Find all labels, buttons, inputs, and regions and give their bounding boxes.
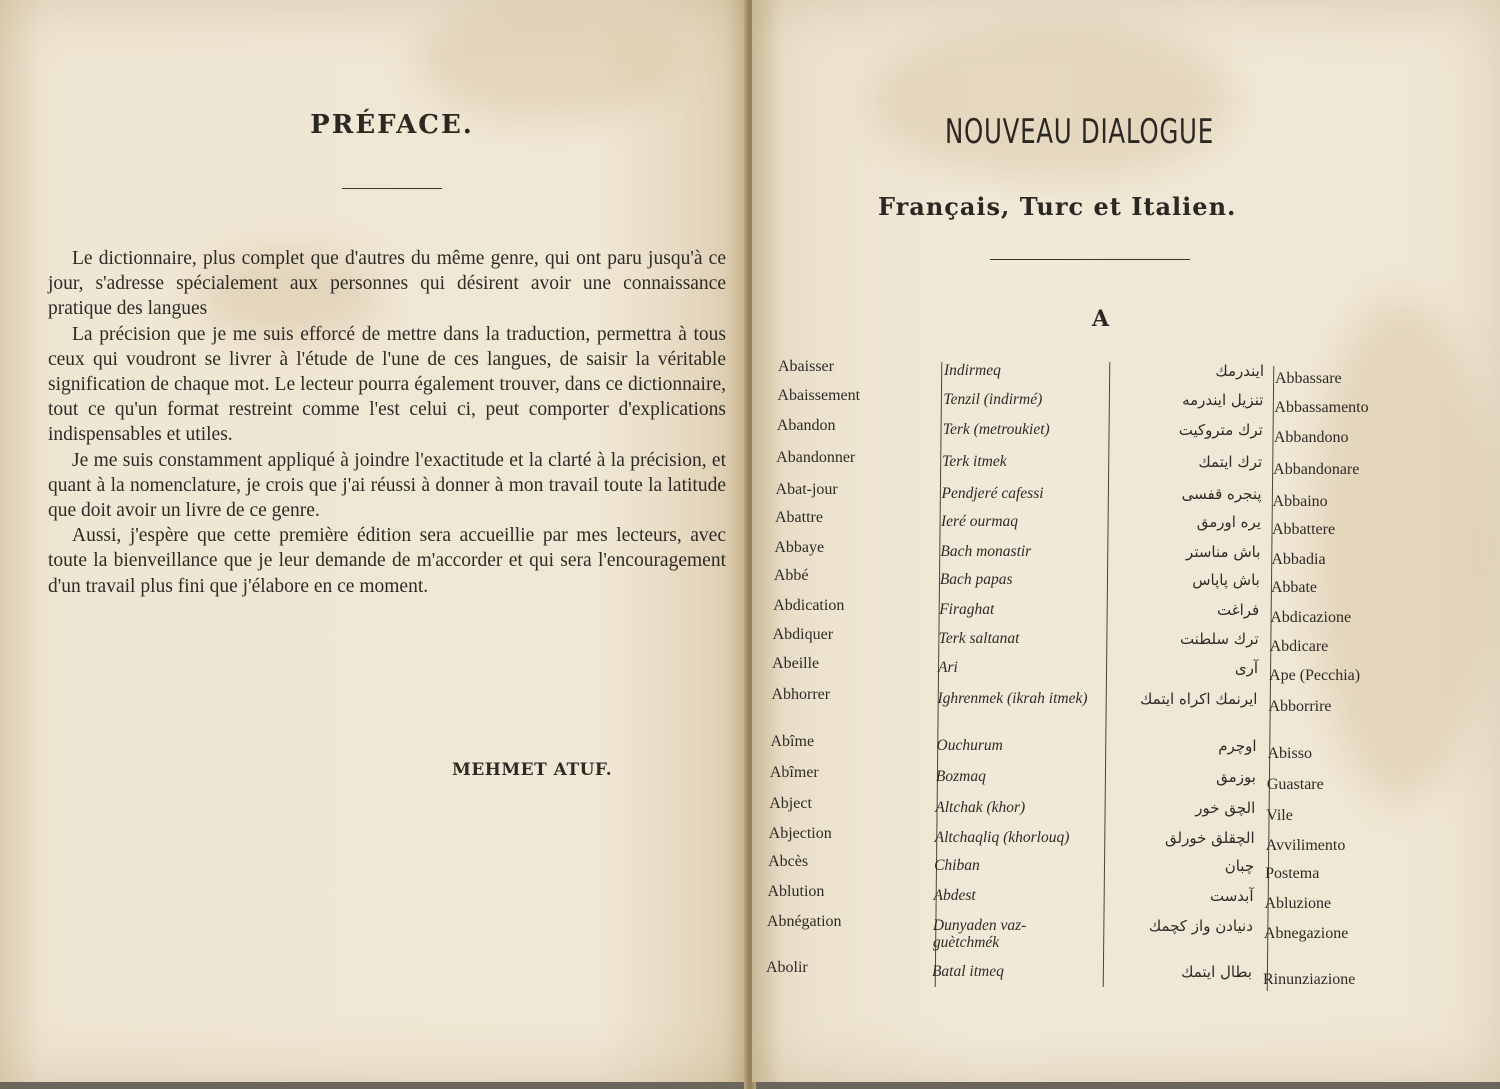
ottoman-turkish-script: پنجره قفسی (1181, 485, 1262, 503)
turkish-transliteration: Ighrenmek (ikrah itmek) (937, 690, 1088, 707)
french-word: Abjection (768, 825, 832, 842)
italian-word: Rinunziazione (1262, 971, 1356, 988)
section-letter: A (1092, 306, 1110, 332)
paper-stain (420, 0, 680, 120)
ottoman-turkish-script: بطال ایتمك (1181, 963, 1252, 981)
turkish-transliteration: Ari (938, 659, 958, 676)
ottoman-turkish-script: یره اورمق (1196, 513, 1261, 531)
french-word: Abandonner (776, 449, 856, 466)
turkish-transliteration: Terk (metroukiet) (942, 421, 1050, 438)
ottoman-turkish-script: ایندرمك (1215, 362, 1264, 380)
italian-word: Abdicazione (1270, 609, 1352, 626)
turkish-transliteration: Bach monastir (940, 543, 1032, 560)
italian-word: Abluzione (1264, 895, 1332, 912)
italian-word: Abdicare (1269, 638, 1329, 655)
ottoman-turkish-script: اوچرم (1218, 737, 1257, 755)
turkish-transliteration: Ouchurum (936, 737, 1003, 754)
italian-word: Abbassare (1275, 370, 1342, 387)
preface-body (48, 246, 726, 599)
french-word: Ablution (767, 883, 825, 900)
french-word: Abat-jour (775, 481, 838, 498)
turkish-transliteration: Altchak (khor) (935, 799, 1026, 816)
ottoman-turkish-script: چبان (1224, 857, 1255, 875)
ottoman-turkish-script: ترك متروكیت (1178, 421, 1263, 439)
turkish-transliteration: Pendjeré cafessi (941, 485, 1044, 502)
french-word: Abdication (773, 597, 845, 614)
french-word: Abnégation (766, 913, 842, 930)
ottoman-turkish-script: الچق خور (1195, 799, 1256, 817)
turkish-transliteration: Batal itmeq (931, 963, 1004, 980)
turkish-transliteration: Bozmaq (935, 768, 986, 785)
italian-word: Abborrire (1268, 698, 1332, 715)
italian-word: Abbandonare (1273, 461, 1360, 478)
ottoman-turkish-script: باش مناستر (1186, 543, 1261, 561)
italian-word: Abnegazione (1263, 925, 1349, 942)
left-page (0, 0, 748, 1082)
turkish-transliteration: Bach papas (939, 571, 1013, 588)
turkish-transliteration: Indirmeq (944, 362, 1001, 379)
italian-word: Guastare (1266, 776, 1324, 793)
ottoman-turkish-script: دنیادن واز كچمك (1148, 917, 1253, 935)
ottoman-turkish-script: ترك ایتمك (1198, 453, 1263, 471)
turkish-transliteration: Terk itmek (942, 453, 1007, 470)
italian-word: Ape (Pecchia) (1269, 667, 1361, 684)
french-word: Abolir (765, 959, 808, 976)
turkish-transliteration: Chiban (934, 857, 980, 874)
turkish-transliteration: Altchaqliq (khorlouq) (934, 829, 1070, 846)
ottoman-turkish-script: ترك سلطنت (1179, 630, 1259, 648)
turkish-transliteration: Abdest (933, 887, 976, 904)
french-word: Abdiquer (772, 626, 834, 643)
preface-paragraph-2: La précision que je me suis efforcé de mettre dans la traduction, permettra à tous ceux qui voudront se livrer à l'étude de l'une de ces langues, de saisir la véritable signification de chaque mot. Le lecteur pourra également trouver, dans ce dictionnaire, tout ce qu'un format restreint comme l'est celui ci, peut comporter d'explications indispensables et utiles. (48, 323, 726, 446)
preface-paragraph-4: Aussi, j'espère que cette première édition sera accueillie par mes lecteurs, avec toute la bienveillance que je leur demande de m'accorder et qui sera l'encouragement d'un travail plus fini que j'élabore en ce moment. (48, 525, 726, 597)
italian-word: Abbassamento (1274, 399, 1369, 416)
french-word: Abbaye (774, 539, 825, 556)
french-word: Abeille (772, 655, 820, 672)
ottoman-turkish-script: بوزمق (1216, 768, 1256, 786)
turkish-transliteration: Firaghat (939, 601, 995, 618)
turkish-transliteration: Tenzil (indirmé) (943, 391, 1043, 408)
ottoman-turkish-script: فراغت (1217, 601, 1260, 619)
italian-word: Postema (1265, 865, 1320, 882)
french-word: Abîme (770, 733, 815, 750)
preface-paragraph-3: Je me suis constamment appliqué à joindre l'exactitude et la clarté à la précision, et quant à la nomenclature, je crois que j'ai réussi à donner à mon travail toute la latitude que doit avoir un livre de ce genre. (48, 449, 726, 522)
italian-word: Abbate (1270, 579, 1318, 596)
french-word: Abîmer (769, 764, 819, 781)
author-signature: MEHMET ATUF. (452, 760, 613, 780)
ottoman-turkish-script: ایرنمك اكراه ایتمك (1140, 690, 1258, 708)
italian-word: Abbaino (1272, 493, 1328, 510)
preface-title: PRÉFACE. (310, 110, 474, 140)
french-word: Abaisser (778, 358, 834, 375)
french-word: Abaissement (777, 387, 861, 404)
french-word: Abandon (776, 417, 836, 434)
french-word: Abattre (774, 509, 823, 526)
ottoman-turkish-script: آری (1234, 659, 1259, 677)
dictionary-title: NOUVEAU DIALOGUE (945, 112, 1214, 152)
dictionary-subtitle: Français, Turc et Italien. (878, 192, 1237, 221)
french-word: Abbé (773, 567, 809, 584)
italian-word: Abisso (1267, 745, 1312, 762)
french-word: Abcès (768, 853, 809, 870)
french-word: Abhorrer (771, 686, 831, 703)
ottoman-turkish-script: تنزیل ایندرمه (1182, 391, 1264, 409)
preface-paragraph-1: Le dictionnaire, plus complet que d'autres du même genre, qui ont paru jusqu'à ce jour, s'adresse spécialement aux personnes qui désirent avoir une connaissance pratique des langues (48, 248, 726, 320)
turkish-transliteration: Ieré ourmaq (940, 513, 1019, 530)
italian-word: Abbattere (1271, 521, 1336, 538)
paper-stain (872, 20, 1232, 180)
ottoman-turkish-script: باش پاپاس (1192, 571, 1260, 589)
italian-word: Abbandono (1273, 429, 1349, 446)
italian-word: Abbadia (1271, 551, 1326, 568)
ornament-rule (342, 188, 442, 189)
turkish-transliteration: Dunyaden vaz-guètchmék (932, 917, 1027, 951)
italian-word: Vile (1266, 807, 1293, 824)
italian-word: Avvilimento (1265, 837, 1346, 854)
ottoman-turkish-script: الچقلق خورلق (1165, 829, 1255, 847)
french-word: Abject (769, 795, 812, 812)
ottoman-turkish-script: آبدست (1209, 887, 1254, 905)
ornament-rule (990, 259, 1190, 260)
turkish-transliteration: Terk saltanat (938, 630, 1020, 647)
